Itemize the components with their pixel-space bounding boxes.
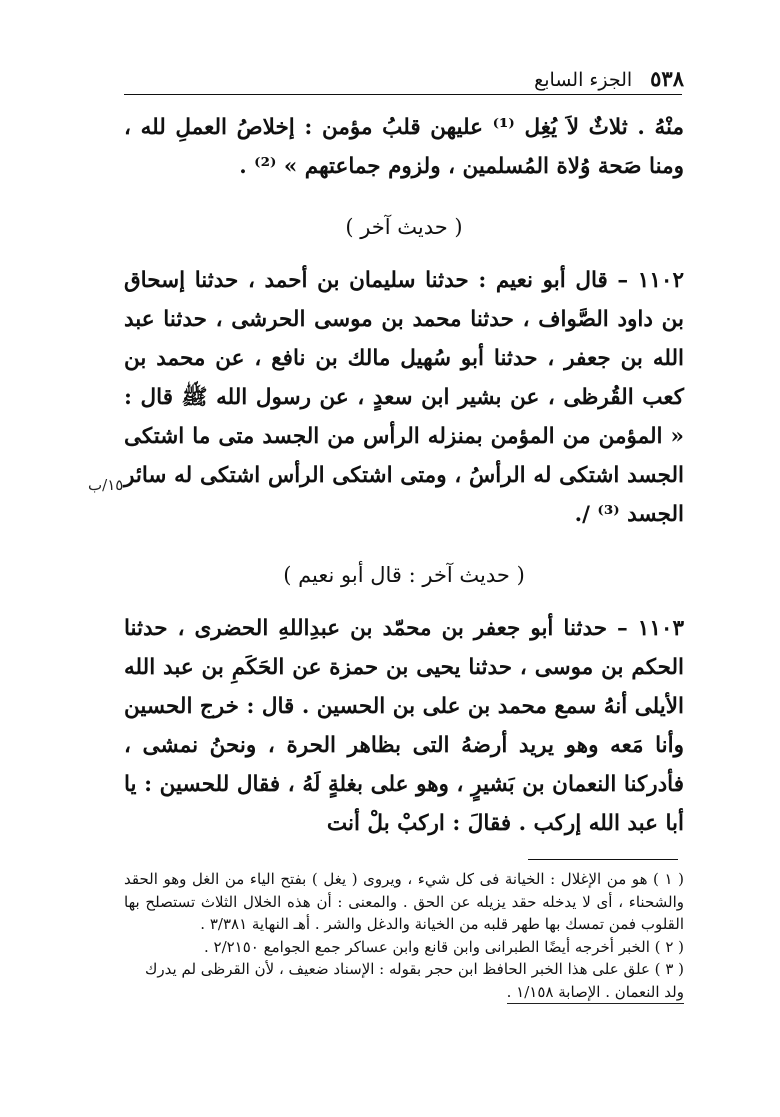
section-heading-2: ( حديث آخر : قال أبو نعيم ) bbox=[283, 563, 525, 587]
main-text bbox=[124, 108, 684, 843]
volume-title: الجزء السابع bbox=[534, 69, 633, 91]
footnote-2: ( ٢ ) الخبر أخرجه أيضًا الطبرانى وابن قانع وابن عساكر جمع الجوامع ٢/٢١٥٠ . bbox=[203, 937, 684, 956]
section-heading-1: ( حديث آخر ) bbox=[345, 215, 463, 239]
footnote-rule bbox=[528, 859, 678, 860]
page-header bbox=[128, 55, 684, 91]
footnote-3: ( ٣ ) علق على هذا الخبر الحافظ ابن حجر بقوله : الإسناد ضعيف ، لأن القرظى لم يدرك bbox=[145, 960, 684, 978]
paragraph-1: منْهُ . ثلاثٌ لاَ يُغِل ⁽¹⁾ عليهن قلبُ مؤمن : إخلاصُ العملِ لله ، ومنا صَحة وُلاة المُسلمين ، ولزوم جماعتهم » ⁽²⁾ . bbox=[124, 115, 684, 179]
footnote-1: ( ١ ) هو من الإغلال : الخيانة فى كل شيء ، ويروى ( يغل ) بفتح الياء من الغل وهو الحقد والشحناء ، أى لا يدخله حقد يزيله عن الحق . والمعنى : أن هذه الخلال الثلاث تستصلح بها القلوب فمن تمسك بها طهر قلبه من الخيانة والدغل والشر . أهـ النهاية ٣/٣٨١ . bbox=[124, 870, 684, 933]
footnote-3-continued bbox=[124, 981, 684, 1005]
footnotes bbox=[124, 868, 684, 1004]
hadith-1102: ١١٠٢ – قال أبو نعيم : حدثنا سليمان بن أحمد ، حدثنا إسحاق بن داود الصَّواف ، حدثنا محمد بن موسى الحرشى ، حدثنا عبد الله بن جعفر ، حدثنا أبو سُهيل مالك بن نافع ، عن محمد بن كعب القُرظى ، عن بشير ابن سعدٍ ، عن رسول الله ﷺ قال : « المؤمن من المؤمن بمنزله الرأس من الجسد متى ما اشتكى الجسد اشتكى له الرأسُ ، ومتى اشتكى الرأس اشتكى له سائر الجسد ⁽³⁾ /. bbox=[124, 268, 684, 527]
page-number: ٥٣٨ bbox=[650, 66, 684, 91]
header-rule bbox=[124, 94, 682, 95]
manuscript-folio-note: ١٥٠/ب bbox=[88, 476, 132, 494]
hadith-1103: ١١٠٣ – حدثنا أبو جعفر بن محمّد بن عبدِاللهِ الحضرى ، حدثنا الحكم بن موسى ، حدثنا يحيى بن حمزة عن الحَكَمِ بن عبد الله الأيلى أنهُ سمع محمد بن على بن الحسين . قال : خرج الحسين وأنا مَعه وهو يريد أرضهُ التى بظاهر الحرة ، ونحنُ نمشى ، فأدركنا النعمان بن بَشيرٍ ، وهو على بغلةٍ لَهُ ، فقال للحسين : يا أبا عبد الله إركب . فقالَ : اركبْ بلْ أنت bbox=[124, 616, 684, 836]
footnote-3-tail: ولد النعمان . الإصابة ١/١٥٨ . bbox=[507, 981, 684, 1005]
